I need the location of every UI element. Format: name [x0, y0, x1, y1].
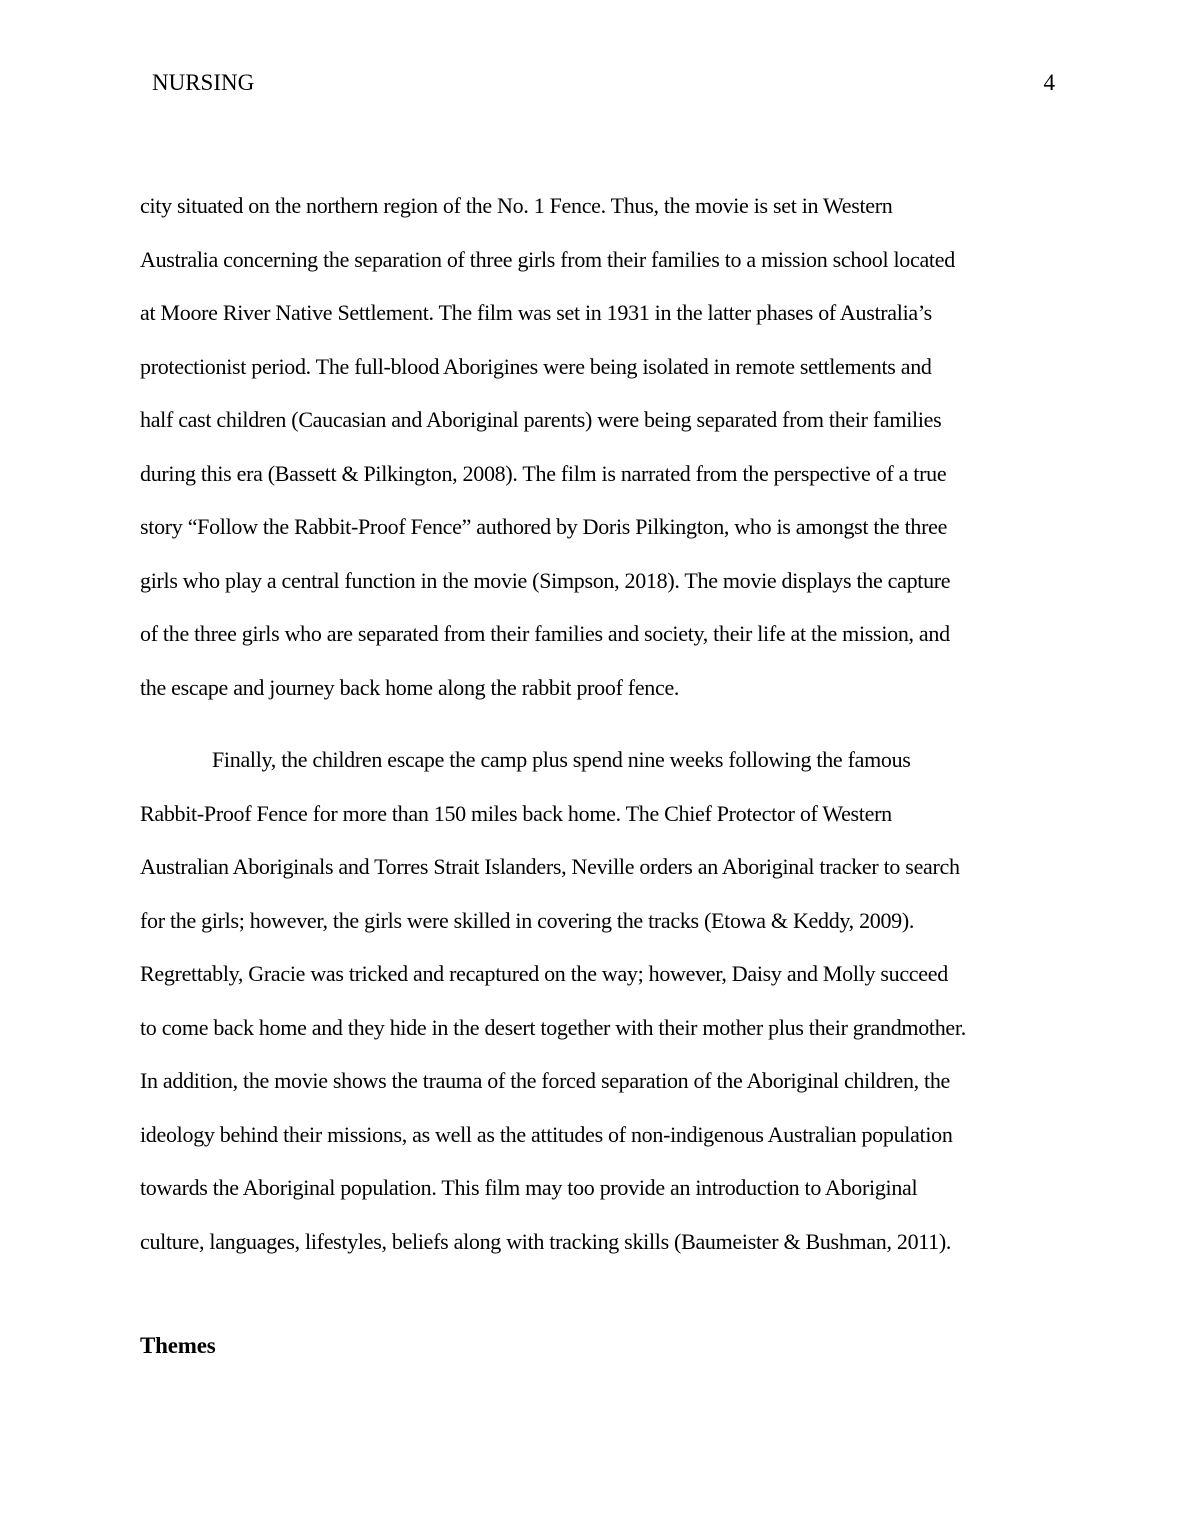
text-line: at Moore River Native Settlement. The film was set in 1931 in the latter phases of Australia’s	[140, 300, 932, 325]
text-line: In addition, the movie shows the trauma of the forced separation of the Aboriginal children, the	[140, 1068, 951, 1093]
page-header	[0, 0, 1190, 95]
text-line: Australian Aboriginals and Torres Strait Islanders, Neville orders an Aboriginal tracker to search	[140, 854, 960, 879]
text-line: Regrettably, Gracie was tricked and recaptured on the way; however, Daisy and Molly succeed	[140, 961, 948, 986]
text-line: to come back home and they hide in the desert together with their mother plus their grandmother.	[140, 1014, 966, 1040]
document-body	[140, 179, 1070, 1373]
text-line: ideology behind their missions, as well as the attitudes of non-indigenous Australian population	[140, 1121, 953, 1147]
text-line: girls who play a central function in the movie (Simpson, 2018). The movie displays the capture	[140, 567, 951, 593]
text-line: Rabbit-Proof Fence for more than 150 miles back home. The Chief Protector of Western	[140, 800, 892, 826]
paragraph	[140, 179, 1070, 714]
page-number: 4	[1043, 70, 1055, 95]
text-line: Finally, the children escape the camp plus spend nine weeks following the famous	[212, 747, 911, 772]
text-line: story “Follow the Rabbit-Proof Fence” authored by Doris Pilkington, who is amongst the three	[140, 514, 948, 539]
text-line: culture, languages, lifestyles, beliefs along with tracking skills (Baumeister & Bushman, 2011).	[140, 1228, 952, 1254]
section-heading: Themes	[140, 1333, 216, 1358]
paragraphs-container	[140, 179, 1070, 1268]
text-line: half cast children (Caucasian and Aboriginal parents) were being separated from their families	[140, 407, 942, 432]
paragraph	[140, 733, 1070, 1268]
text-line: the escape and journey back home along the rabbit proof fence.	[140, 674, 680, 700]
text-line: of the three girls who are separated from their families and society, their life at the mission, and	[140, 621, 950, 646]
text-line: city situated on the northern region of the No. 1 Fence. Thus, the movie is set in Western	[140, 193, 893, 218]
text-line: Australia concerning the separation of three girls from their families to a mission school located	[140, 246, 955, 272]
text-line: towards the Aboriginal population. This film may too provide an introduction to Aboriginal	[140, 1175, 918, 1200]
text-line: protectionist period. The full-blood Aborigines were being isolated in remote settlements and	[140, 353, 932, 379]
text-line: for the girls; however, the girls were skilled in covering the tracks (Etowa & Keddy, 2009).	[140, 907, 915, 933]
running-head: NURSING	[152, 70, 255, 95]
text-line: during this era (Bassett & Pilkington, 2008). The film is narrated from the perspective of a true	[140, 460, 947, 486]
